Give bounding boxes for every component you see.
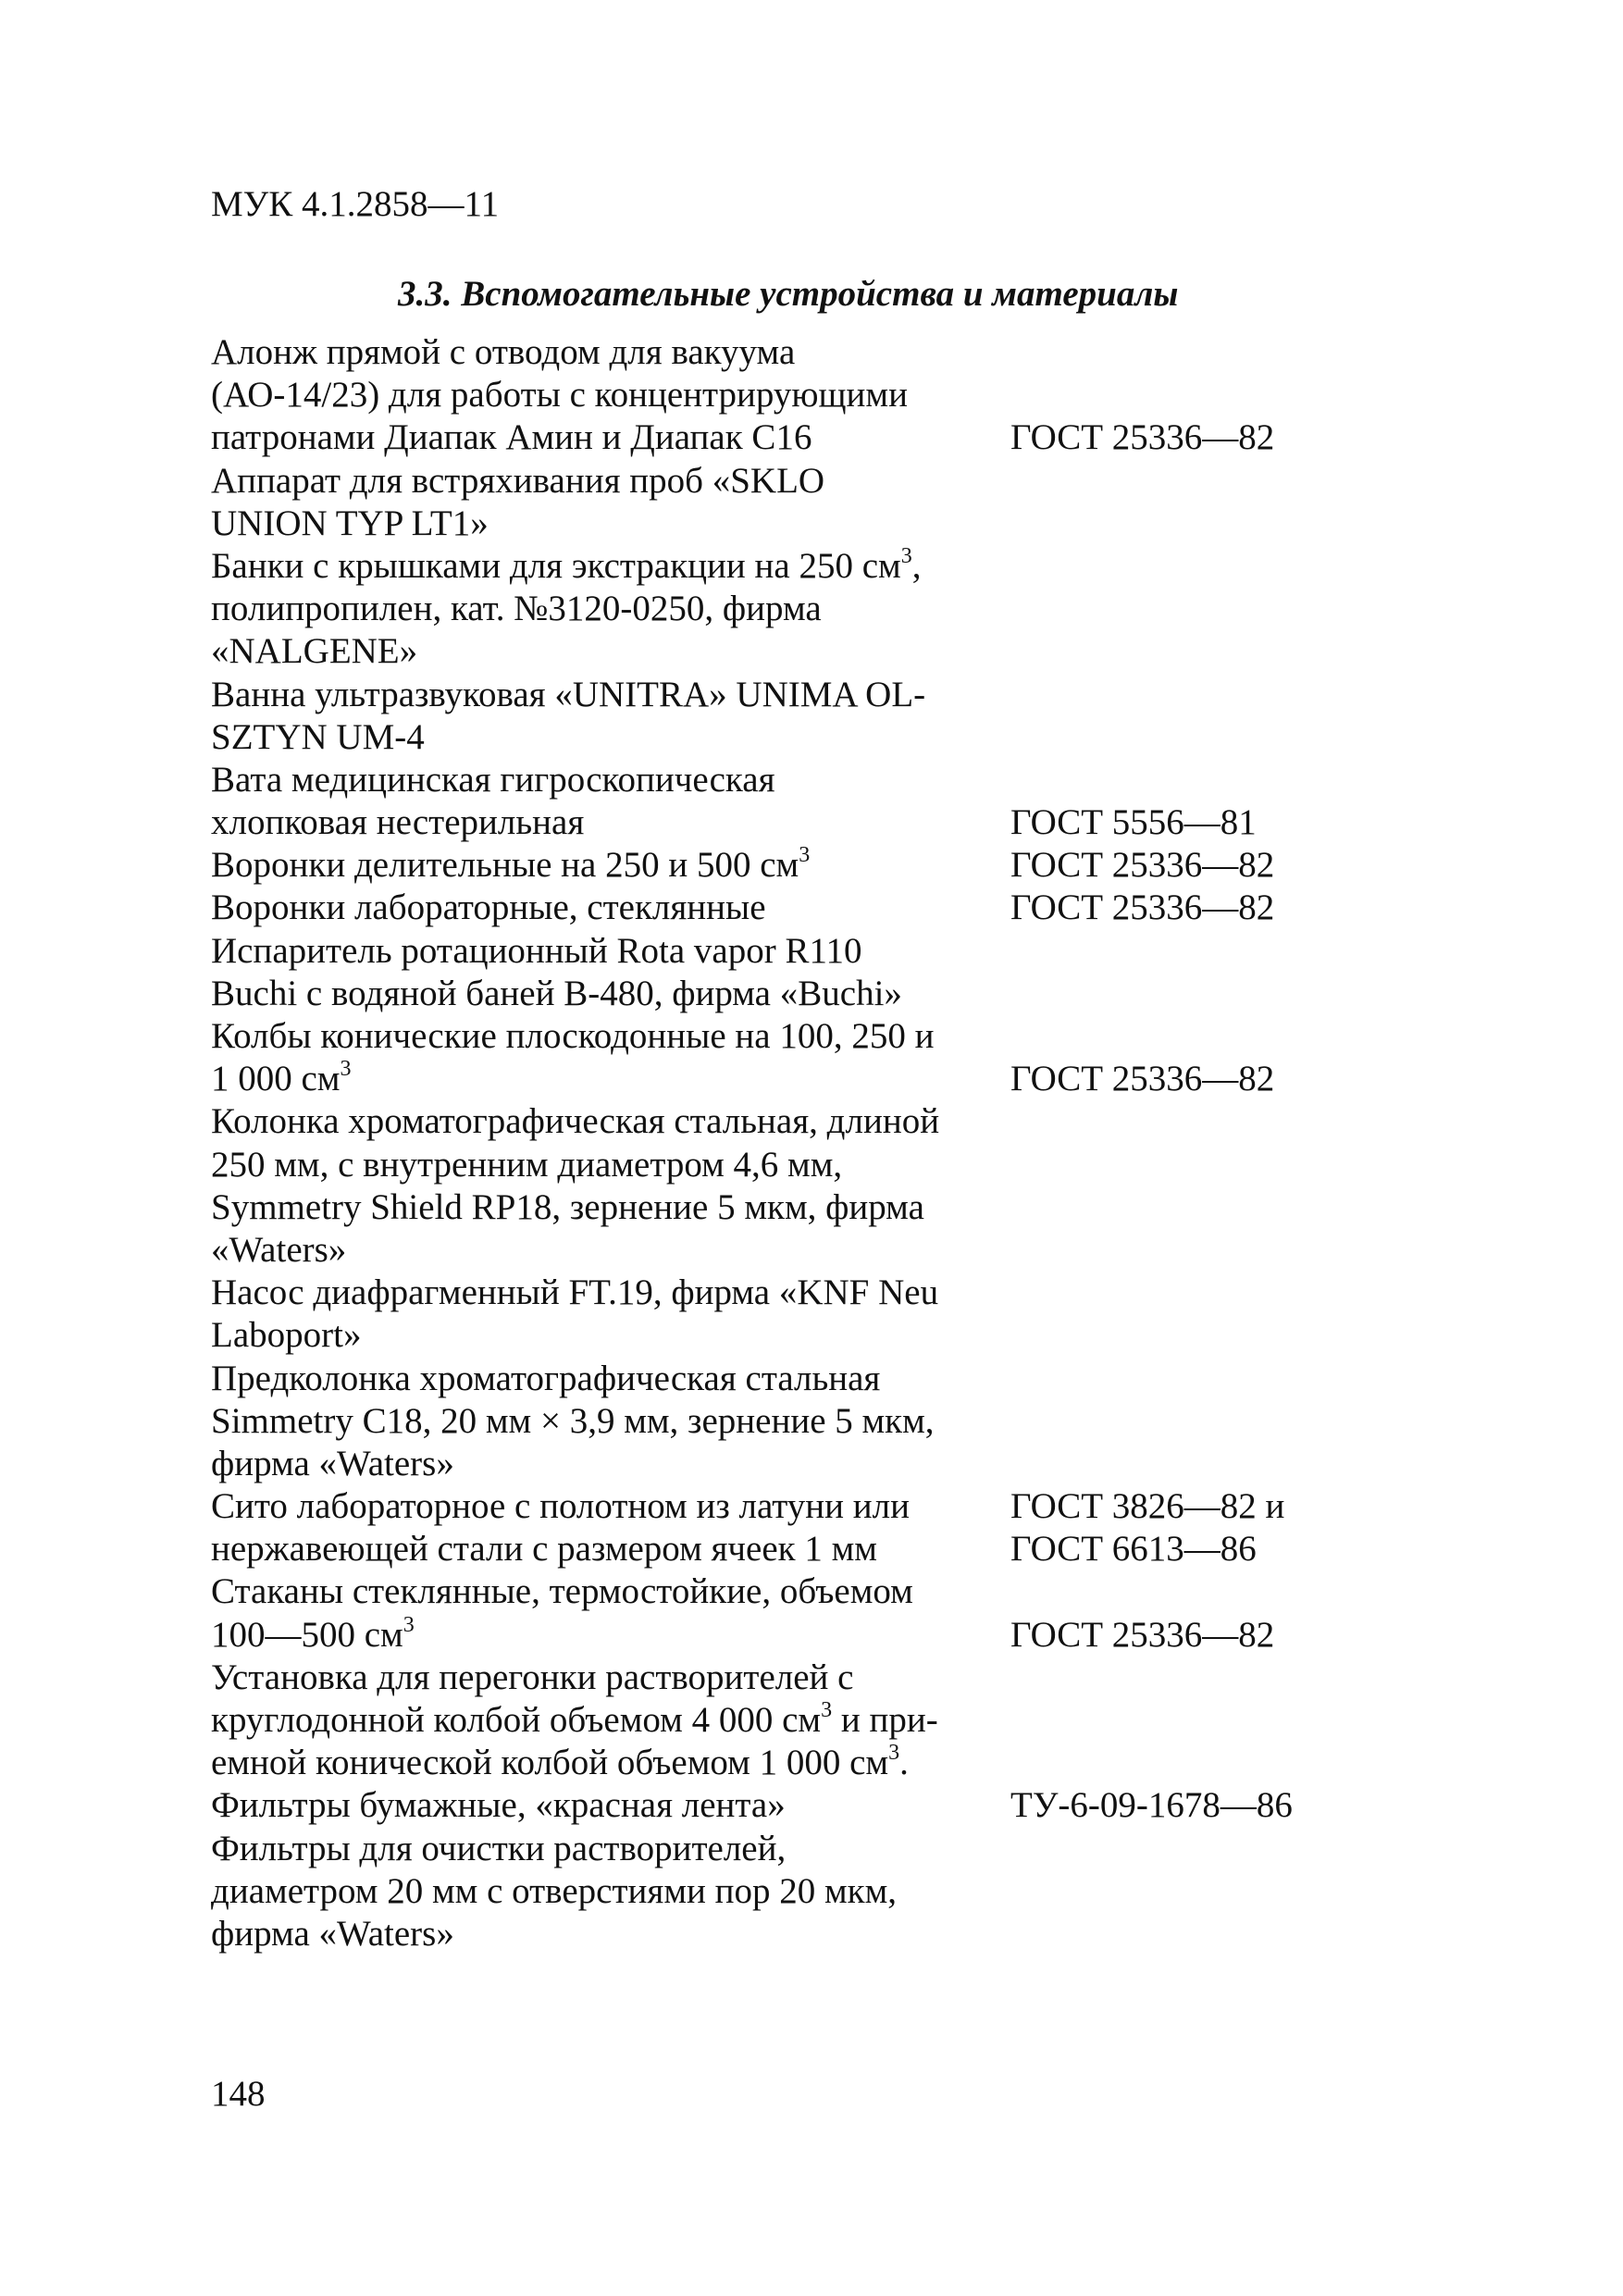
gost-ref xyxy=(1010,1400,1399,1443)
item-line: Насос диафрагменный FT.19, фирма «KNF Neu xyxy=(211,1272,939,1313)
item-line: SZTYN UM-4 xyxy=(211,716,425,757)
gost-ref xyxy=(1010,1742,1399,1784)
item-line: Фильтры для очистки растворителей, xyxy=(211,1828,787,1868)
item-line: патронами Диапак Амин и Диапак С16 xyxy=(211,417,812,458)
list-item xyxy=(211,545,1414,674)
gost-ref xyxy=(1010,1314,1399,1357)
item-line: Воронки делительные на 250 и 500 $см^3$ xyxy=(211,843,811,886)
list-item xyxy=(211,1657,1414,1785)
list-item xyxy=(211,1570,1414,1656)
gost-ref: ГОСТ 25336—82 xyxy=(1010,887,1275,928)
gost-ref xyxy=(1010,716,1399,759)
item-line: Воронки лабораторные, стеклянные xyxy=(211,887,766,928)
section-title: 3.3. Вспомогательные устройства и материалы xyxy=(398,274,1179,314)
superscript: 3 xyxy=(799,843,811,868)
superscript: 3 xyxy=(888,1741,900,1766)
item-line: Аппарат для встряхивания проб «SKLO xyxy=(211,460,825,501)
list-item xyxy=(211,1272,1414,1357)
gost-ref xyxy=(1010,503,1399,545)
gost-ref: ГОСТ 5556—81 xyxy=(1010,802,1257,843)
item-line: Symmetry Shield RP18, зернение 5 мкм, фирма xyxy=(211,1186,924,1227)
list-item xyxy=(211,1015,1414,1100)
list-item xyxy=(211,460,1414,545)
item-line: емной конической колбой объемом 1 000 $см^3$. xyxy=(211,1741,909,1783)
item-line: Laboport» xyxy=(211,1315,362,1356)
gost-ref xyxy=(1010,674,1399,716)
item-line: Buchi с водяной баней В-480, фирма «Buchi» xyxy=(211,973,902,1013)
list-item xyxy=(211,1358,1414,1486)
item-line: диаметром 20 мм с отверстиями пор 20 мкм, xyxy=(211,1870,898,1911)
list-item xyxy=(211,674,1414,759)
list-item xyxy=(211,887,1414,929)
superscript: 3 xyxy=(900,543,912,568)
gost-ref xyxy=(1010,1358,1399,1400)
equipment-list xyxy=(211,331,1414,1955)
gost-ref xyxy=(1010,374,1399,416)
item-line: 100—500 $см^3$ xyxy=(211,1612,415,1655)
item-line: нержавеющей стали с размером ячеек 1 мм xyxy=(211,1529,877,1570)
gost-ref xyxy=(1010,930,1399,973)
gost-ref xyxy=(1010,759,1399,801)
gost-ref xyxy=(1010,1870,1399,1913)
gost-ref: ГОСТ 25336—82 xyxy=(1010,417,1275,458)
gost-ref xyxy=(1010,1229,1399,1272)
item-line: хлопковая нестерильная xyxy=(211,802,585,843)
item-line: Колбы конические плоскодонные на 100, 250 и xyxy=(211,1016,935,1056)
gost-ref xyxy=(1010,1828,1399,1870)
item-line: Ванна ультразвуковая «UNITRA» UNIMA OL- xyxy=(211,674,926,714)
list-item xyxy=(211,1784,1414,1827)
page-number: 148 xyxy=(211,2074,266,2114)
gost-ref xyxy=(1010,1570,1399,1613)
gost-ref xyxy=(1010,1100,1399,1143)
item-line: фирма «Waters» xyxy=(211,1913,454,1954)
item-line: «NALGENE» xyxy=(211,631,418,672)
gost-ref: ГОСТ 25336—82 xyxy=(1010,845,1275,886)
item-line: Вата медицинская гигроскопическая xyxy=(211,759,775,800)
item-line: фирма «Waters» xyxy=(211,1443,454,1483)
item-line: Алонж прямой с отводом для вакуума xyxy=(211,332,796,372)
item-line: Колонка хроматографическая стальная, длиной xyxy=(211,1101,940,1142)
item-line: Банки с крышками для экстракции на 250 $см^3$, xyxy=(211,543,922,586)
superscript: 3 xyxy=(340,1057,352,1082)
gost-ref xyxy=(1010,1913,1399,1955)
gost-ref xyxy=(1010,1144,1399,1186)
item-line: Стаканы стеклянные, термостойкие, объемом xyxy=(211,1571,913,1612)
gost-ref xyxy=(1010,1699,1399,1742)
gost-ref: ГОСТ 3826—82 и xyxy=(1010,1486,1285,1527)
item-line: Предколонка хроматографическая стальная xyxy=(211,1358,881,1398)
gost-ref xyxy=(1010,1657,1399,1699)
list-item xyxy=(211,1100,1414,1272)
gost-ref: ГОСТ 25336—82 xyxy=(1010,1059,1275,1099)
superscript: 3 xyxy=(403,1612,415,1637)
gost-ref xyxy=(1010,331,1399,374)
item-line: Simmetry C18, 20 мм × 3,9 мм, зернение 5 мкм, xyxy=(211,1400,935,1441)
list-item xyxy=(211,930,1414,1015)
list-item xyxy=(211,844,1414,887)
gost-ref: ГОСТ 6613—86 xyxy=(1010,1529,1257,1570)
item-line: (АО-14/23) для работы с концентрирующими xyxy=(211,375,908,416)
item-line: UNION TYP LT1» xyxy=(211,503,489,543)
gost-ref xyxy=(1010,1443,1399,1485)
item-line: Сито лабораторное с полотном из латуни или xyxy=(211,1486,910,1527)
list-item xyxy=(211,1828,1414,1956)
gost-ref xyxy=(1010,1015,1399,1058)
gost-ref: ТУ-6-09-1678—86 xyxy=(1010,1785,1293,1826)
gost-ref xyxy=(1010,973,1399,1015)
gost-ref xyxy=(1010,1272,1399,1314)
item-line: Испаритель ротационный Rota vapor R110 xyxy=(211,930,862,971)
item-line: 1 000 $см^3$ xyxy=(211,1057,352,1099)
superscript: 3 xyxy=(821,1698,833,1722)
gost-ref xyxy=(1010,630,1399,673)
gost-ref: ГОСТ 25336—82 xyxy=(1010,1614,1275,1655)
gost-ref xyxy=(1010,1186,1399,1229)
gost-ref xyxy=(1010,588,1399,630)
item-line: Фильтры бумажные, «красная лента» xyxy=(211,1785,786,1826)
item-line: 250 мм, с внутренним диаметром 4,6 мм, xyxy=(211,1144,843,1185)
item-line: «Waters» xyxy=(211,1229,347,1270)
item-line: полипропилен, кат. №3120-0250, фирма xyxy=(211,589,822,629)
list-item xyxy=(211,331,1414,460)
item-line: Установка для перегонки растворителей с xyxy=(211,1657,854,1697)
item-line: круглодонной колбой объемом 4 000 $см^3$ и при- xyxy=(211,1698,938,1740)
document-code-header: МУК 4.1.2858—11 xyxy=(211,184,500,224)
list-item xyxy=(211,1485,1414,1570)
list-item xyxy=(211,759,1414,844)
gost-ref xyxy=(1010,545,1399,588)
gost-ref xyxy=(1010,460,1399,503)
